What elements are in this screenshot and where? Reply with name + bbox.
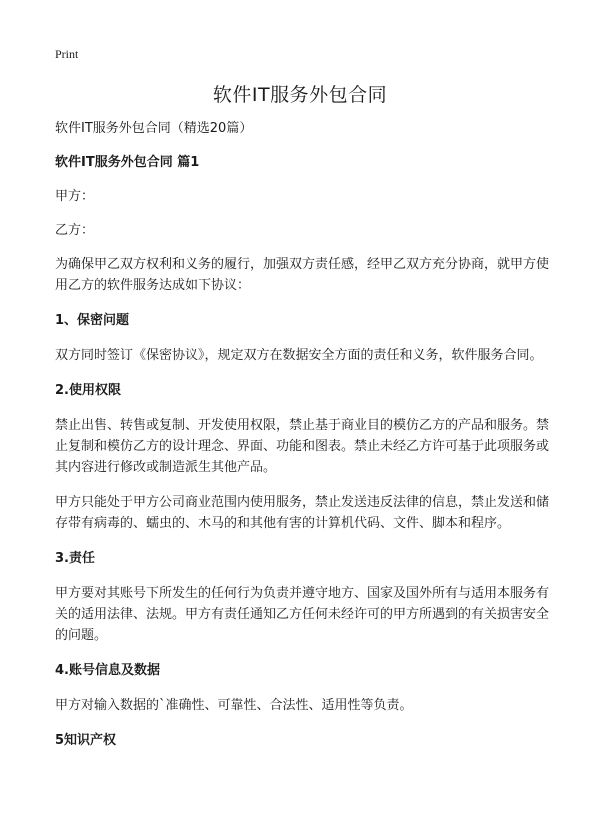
document-title: 软件IT服务外包合同 xyxy=(212,84,388,106)
section-heading: 5知识产权 xyxy=(55,733,117,748)
intro-paragraph: 为确保甲乙双方权利和义务的履行，加强双方责任感，经甲乙双方充分协商，就甲方使用乙方的软件服务达成如下协议： xyxy=(55,257,550,293)
party-a-line: 甲方： xyxy=(55,189,95,204)
section-paragraph: 甲方只能处于甲方公司商业范围内使用服务，禁止发送违反法律的信息，禁止发送和储存带有病毒的、蠕虫的、木马的和其他有害的计算机代码、文件、脚本和程序。 xyxy=(55,495,550,531)
document-subtitle: 软件IT服务外包合同（精选20篇） xyxy=(55,121,253,136)
section-paragraph: 禁止出售、转售或复制、开发使用权限，禁止基于商业目的模仿乙方的产品和服务。禁止复制和模仿乙方的设计理念、界面、功能和图表。禁止未经乙方许可基于此项服务或其内容进行修改或制造派生其他产品。 xyxy=(55,418,550,475)
section-heading: 3.责任 xyxy=(55,551,95,566)
section-paragraph: 甲方对输入数据的`准确性、可靠性、合法性、适用性等负责。 xyxy=(55,698,413,713)
section-paragraph: 双方同时签订《保密协议》，规定双方在数据安全方面的责任和义务，软件服务合同。 xyxy=(55,348,543,363)
section-heading: 1、保密问题 xyxy=(55,313,130,328)
document-body xyxy=(55,118,555,751)
section-heading: 4.账号信息及数据 xyxy=(55,663,160,678)
article-heading: 软件IT服务外包合同 篇1 xyxy=(55,155,200,170)
section-paragraph: 甲方要对其账号下所发生的任何行为负责并遵守地方、国家及国外所有与适用本服务有关的适用法律、法规。甲方有责任通知乙方任何未经许可的甲方所遇到的有关损害安全的问题。 xyxy=(55,586,550,643)
party-b-line: 乙方： xyxy=(55,223,95,238)
section-heading: 2.使用权限 xyxy=(55,383,121,398)
print-label: Print xyxy=(55,47,79,61)
